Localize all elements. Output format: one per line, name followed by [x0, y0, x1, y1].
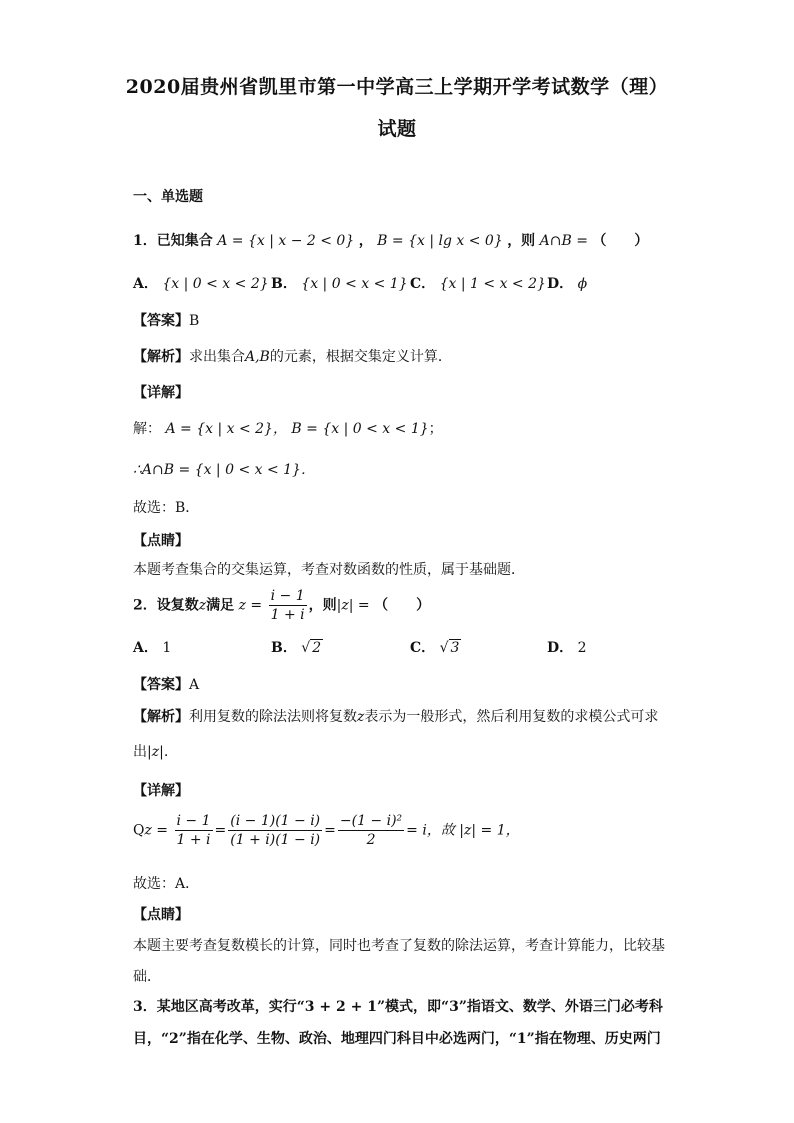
q2-f1-den: 1 + i	[176, 832, 211, 848]
q1-sol1-pre: 解：	[133, 421, 161, 437]
q1-sol1-a: A = {x | x < 2}，	[165, 421, 287, 437]
q2-f2-den: (1 + i)(1 − i)	[230, 832, 321, 848]
q2-abs: |z| =	[336, 597, 370, 614]
q1-analysis-sets: A,B	[245, 349, 270, 365]
q1-option-b-label: B．	[271, 276, 297, 292]
q2-answer-tag: 【答案】	[133, 677, 189, 693]
q2-answer	[133, 674, 199, 694]
q2-stem	[133, 587, 430, 624]
q1-comment-tag: 【点睛】	[133, 533, 189, 549]
q1-answer	[133, 310, 199, 330]
q1-option-b	[271, 273, 408, 293]
q1-paren: （ ）	[592, 233, 649, 249]
sqrt-sign-icon: √ 2	[301, 640, 322, 656]
q1-analysis-tag: 【解析】	[133, 349, 189, 365]
q2-sol-tail: = i，故 |z| = 1，	[406, 822, 520, 839]
q1-option-b-text: {x | 0 < x < 1}	[301, 276, 408, 292]
q2-stem-then: ，则	[308, 597, 337, 614]
q2-f2-num: (i − 1)(1 − i)	[230, 813, 321, 829]
q2-sol-q: Q	[133, 822, 145, 839]
q1-analysis-pre: 求出集合	[189, 349, 245, 365]
q2-option-c-radicand: 3	[450, 640, 460, 656]
q1-sol1-b: B = {x | 0 < x < 1}	[291, 421, 429, 437]
q1-option-d-text: ϕ	[577, 276, 588, 292]
q2-sol-z: z =	[144, 822, 169, 839]
q2-option-c	[410, 637, 461, 657]
q2-f3-num: −(1 − i)²	[339, 813, 403, 829]
q1-set-b: B = {x | lg x < 0}	[377, 233, 503, 249]
q1-solution-line1	[133, 418, 443, 438]
q2-option-b-label: B．	[271, 640, 297, 656]
q1-detail-tag: 【详解】	[133, 385, 189, 401]
q2-choose: 故选：A．	[133, 876, 200, 892]
q2-analysis-z: z	[357, 709, 365, 725]
section-heading: 一、单选题	[133, 189, 203, 205]
q1-analysis	[133, 346, 452, 366]
q2-analysis-line1	[133, 706, 658, 726]
q2-sol-fraction2	[228, 812, 322, 849]
q2-stem-prefix: 2．设复数	[133, 597, 199, 614]
q2-option-a-text: 1	[162, 640, 172, 656]
q1-stem	[133, 230, 648, 250]
q2-sol-fraction1	[175, 812, 213, 849]
q2-option-d-text: 2	[577, 640, 587, 656]
q2-analysis-abs: |z|	[147, 744, 164, 760]
q2-eq2: =	[324, 822, 336, 839]
q1-comment: 本题考查集合的交集运算，考查对数函数的性质，属于基础题．	[133, 562, 525, 578]
q2-analysis-line2	[133, 741, 168, 761]
q2-option-d	[547, 637, 587, 657]
q1-solution-line2: ∴A∩B = {x | 0 < x < 1}．	[133, 462, 315, 478]
q1-option-c-text: {x | 1 < x < 2}	[439, 276, 546, 292]
q2-sol-fraction3	[338, 812, 404, 849]
q2-solution	[133, 812, 520, 849]
q2-option-a-label: A．	[133, 640, 158, 656]
q1-option-a-text: {x | 0 < x < 2}	[162, 276, 269, 292]
q2-z-eq: z =	[238, 597, 263, 614]
q2-comment-line2: 础．	[133, 969, 161, 985]
q1-option-c-label: C．	[410, 276, 436, 292]
q2-var-z: z	[198, 597, 207, 614]
q1-choose: 故选：B．	[133, 500, 200, 516]
q1-stem-mid: ，则	[507, 233, 536, 249]
q3-stem-line1: 3．某地区高考改革，实行“3 + 2 + 1”模式，即“3”指语文、数学、外语三门必考科	[133, 999, 663, 1015]
q1-option-a	[133, 273, 269, 293]
q1-stem-prefix: 1．已知集合	[133, 233, 213, 249]
q2-answer-value: A	[189, 677, 200, 693]
q1-answer-value: B	[189, 313, 200, 329]
q2-stem-fraction	[269, 587, 307, 624]
q2-analysis-tag: 【解析】	[133, 709, 189, 725]
q1-expr: A∩B =	[539, 233, 588, 249]
q2-f3-den: 2	[366, 832, 376, 848]
q1-option-a-label: A．	[133, 276, 158, 292]
q2-eq1: =	[214, 822, 227, 839]
q2-paren: （ ）	[374, 597, 431, 614]
q1-option-d	[547, 273, 587, 293]
q1-sol1-end: ；	[428, 421, 443, 437]
q3-stem-line2: 目，“2”指在化学、生物、政治、地理四门科目中必选两门，“1”指在物理、历史两门	[133, 1031, 661, 1047]
q2-frac-num: i − 1	[270, 588, 305, 604]
doc-title-line1: 2020届贵州省凯里市第一中学高三上学期开学考试数学（理）	[125, 76, 669, 98]
q2-comment-line1: 本题主要考查复数模长的计算，同时也考查了复数的除法运算，考查计算能力，比较基	[133, 938, 665, 954]
q1-answer-tag: 【答案】	[133, 313, 189, 329]
sqrt-sign-icon: √ 3	[439, 640, 460, 656]
q2-stem-mid: 满足	[206, 597, 235, 614]
q2-option-b	[271, 637, 323, 657]
q2-analysis-line2-pre: 出	[133, 744, 147, 760]
q2-analysis-text1: 利用复数的除法法则将复数	[189, 709, 357, 725]
q1-analysis-post: 的元素，根据交集定义计算．	[269, 349, 452, 365]
q2-comment-tag: 【点睛】	[133, 907, 189, 923]
q2-detail-tag: 【详解】	[133, 783, 189, 799]
doc-title-line2: 试题	[377, 118, 417, 140]
q2-frac-den: 1 + i	[270, 607, 305, 623]
q2-analysis-line2-end: .	[163, 744, 169, 760]
q1-option-d-label: D．	[547, 276, 574, 292]
q1-option-c	[410, 273, 546, 293]
q1-comma: ，	[358, 233, 373, 249]
q2-option-d-label: D．	[547, 640, 574, 656]
q2-option-c-label: C．	[410, 640, 436, 656]
q1-set-a: A = {x | x − 2 < 0}	[217, 233, 355, 249]
q2-option-a	[133, 637, 171, 657]
q2-option-b-radicand: 2	[312, 640, 322, 656]
q2-analysis-text2: 表示为一般形式，然后利用复数的求模公式可求	[364, 709, 659, 725]
q2-f1-num: i − 1	[176, 813, 211, 829]
